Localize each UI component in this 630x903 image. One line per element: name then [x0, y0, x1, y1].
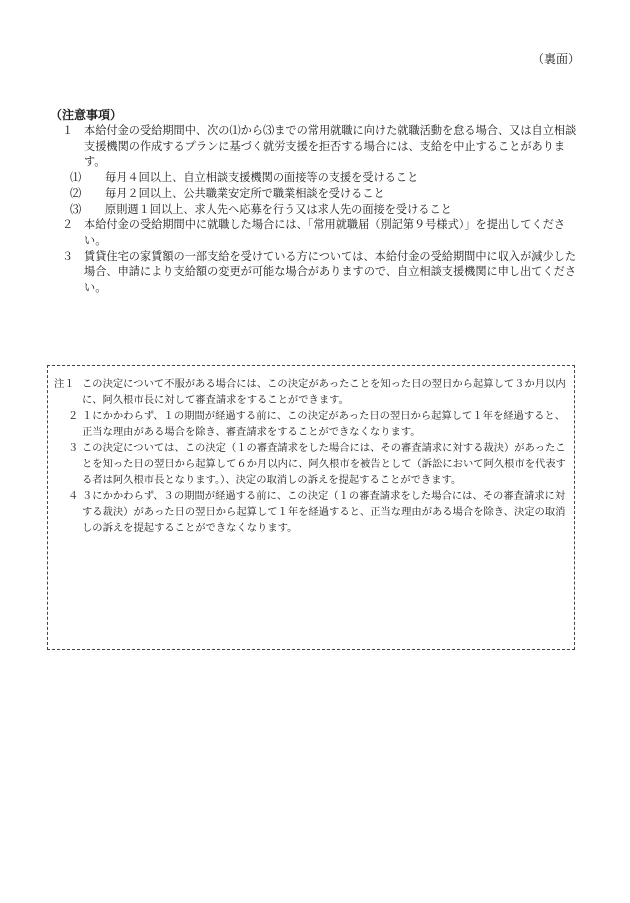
note-text: 賃貸住宅の家賃額の一部支給を受けている方については、本給付金の受給期間中に収入が減少した場合、申請により支給額の変更が可能な場合がありますので、自立相談支援機関に申し出てください。: [84, 249, 577, 295]
notes-list: [50, 123, 585, 296]
appeal-notice-text: この決定について不服がある場合には、この決定があったことを知った日の翌日から起算して３か月以内に、阿久根市長に対して審査請求をすることができます。: [82, 378, 566, 406]
appeal-notice-box: [47, 365, 575, 650]
note-item: [50, 123, 585, 170]
note-text: 本給付金の受給期間中に就職した場合には、「常用就職届（別記第９号様式）」を提出してください。: [84, 218, 566, 247]
note-number: ２: [62, 218, 74, 232]
appeal-notice-text: ３にかかわらず、３の期間が経過する前に、この決定（１の審査請求をした場合には、その審査請求に対する裁決）があった日の翌日から起算して１年を経過すると、正当な理由がある場合を除き、決定の取消しの訴えを提起することができなくなります。: [82, 490, 566, 534]
note-sub-number: ⑴: [70, 171, 82, 185]
appeal-notice-number: ４: [68, 490, 79, 502]
appeal-notice-number: 注１: [54, 378, 75, 390]
note-sub-text: 原則週１回以上、求人先へ応募を行う又は求人先の面接を受けること: [105, 202, 452, 216]
note-sub-item: [50, 186, 585, 202]
note-text: 本給付金の受給期間中、次の⑴から⑶までの常用就職に向けた就職活動を怠る場合、又は自立相談支援機関の作成するプランに基づく就労支援を拒否する場合には、支給を中止することがあります。: [84, 124, 577, 169]
note-sub-number: ⑶: [70, 202, 82, 216]
note-sub-text: 毎月４回以上、自立相談支援機関の面接等の支援を受けること: [105, 171, 419, 185]
note-number: ３: [62, 249, 74, 263]
appeal-notice-text: この決定については、この決定（１の審査請求をした場合には、その審査請求に対する裁決）があったことを知った日の翌日から起算して６か月以内に、阿久根市を被告として（訴訟において阿久根市を代表する者は阿久根市長となります。）、決定の取消しの訴えを提起することができます。: [82, 442, 566, 486]
note-sub-text: 毎月２回以上、公共職業安定所で職業相談を受けること: [105, 186, 385, 200]
appeal-notice-item: [54, 440, 568, 488]
appeal-notice-text: １にかかわらず、１の期間が経過する前に、この決定があった日の翌日から起算して１年を経過すると、正当な理由がある場合を除き、審査請求をすることができなくなります。: [82, 410, 566, 438]
note-sub-item: [50, 202, 585, 218]
note-sub-item: [50, 170, 585, 186]
page-label: （裏面）: [531, 52, 580, 66]
appeal-notice-item: [54, 408, 568, 440]
note-item: [50, 249, 585, 296]
note-number: １: [62, 124, 74, 137]
appeal-notice-number: ３: [68, 442, 79, 454]
note-sub-number: ⑵: [70, 186, 82, 200]
notes-heading: （注意事項）: [50, 108, 123, 122]
note-item: [50, 217, 585, 248]
appeal-notice-item: [54, 376, 568, 408]
appeal-notice-item: [54, 488, 568, 536]
appeal-notice-number: ２: [68, 410, 79, 422]
